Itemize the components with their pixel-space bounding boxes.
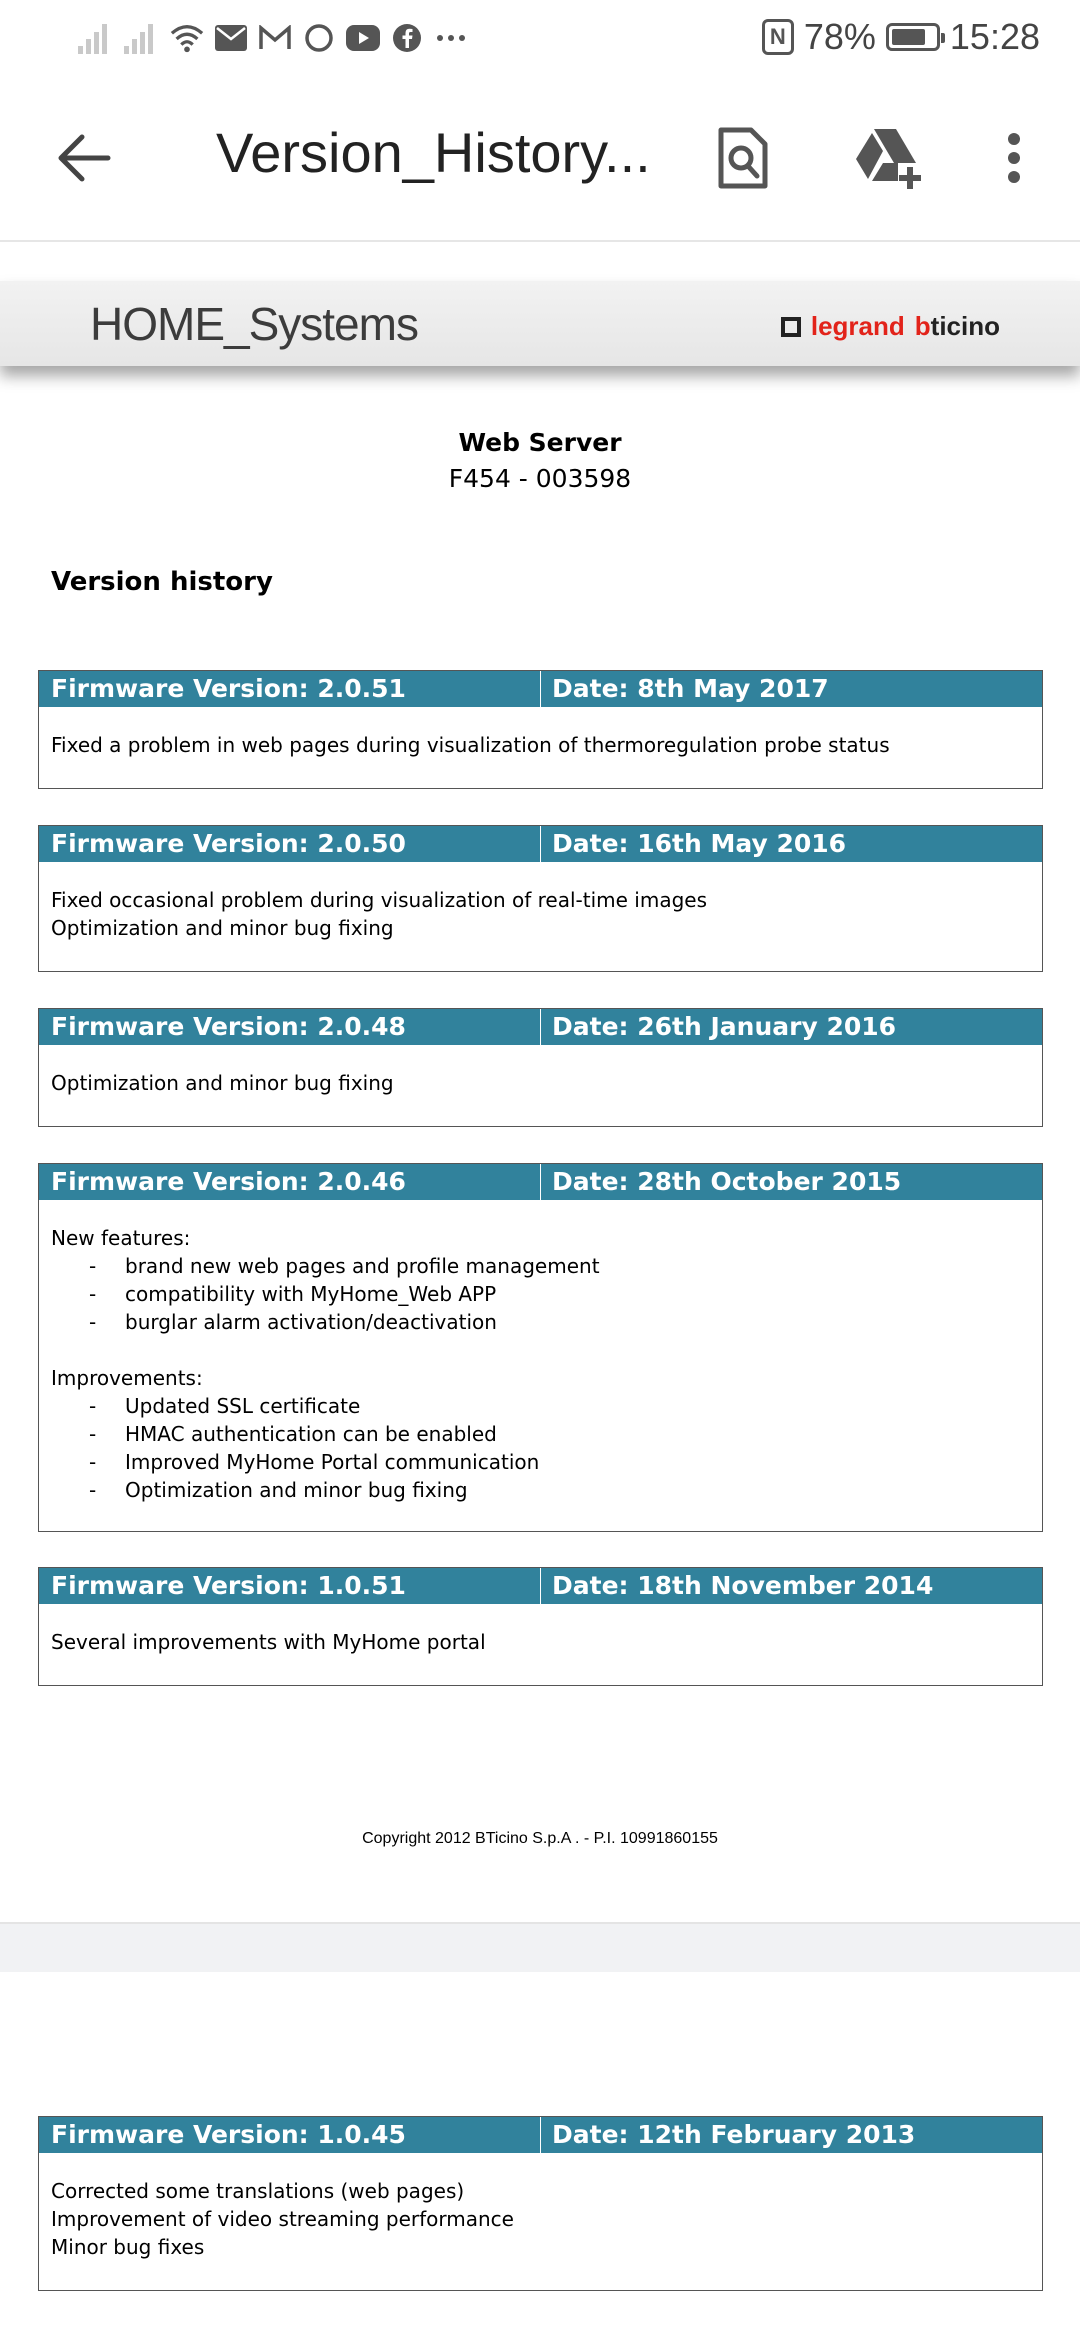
status-bar <box>0 0 1080 76</box>
add-to-drive-button[interactable] <box>848 118 928 198</box>
bullet-item <box>51 1448 1030 1476</box>
firmware-entry <box>38 2116 1043 2291</box>
legrand-bticino-logo <box>781 311 1000 342</box>
signal-icon <box>124 22 160 54</box>
bullet-item <box>51 1252 1030 1280</box>
battery-percent: 78% <box>803 16 876 57</box>
wifi-icon <box>170 21 204 55</box>
logo-legrand-text: legrand <box>810 311 905 341</box>
firmware-entry-header <box>39 1164 1042 1200</box>
firmware-entry <box>38 1008 1043 1127</box>
status-icons-right <box>762 14 1040 60</box>
firmware-entry <box>38 825 1043 972</box>
more-vert-icon <box>1007 132 1021 184</box>
firmware-date: Date: 12th February 2013 <box>552 2120 916 2149</box>
bullet-text: - burglar alarm activation/deactivation <box>125 1310 497 1334</box>
new-features-label: New features: <box>51 1226 191 1250</box>
note-line: Several improvements with MyHome portal <box>51 1630 486 1654</box>
firmware-entry <box>38 670 1043 789</box>
firmware-notes <box>39 2153 1042 2281</box>
logo-bticino-b: b <box>914 311 931 341</box>
firmware-version: Firmware Version: 1.0.51 <box>39 1568 541 1604</box>
firmware-entry <box>38 1163 1043 1532</box>
note-line: Improvement of video streaming performance <box>51 2207 514 2231</box>
firmware-version: Firmware Version: 2.0.50 <box>39 826 541 862</box>
logo-bticino-rest: ticino <box>930 311 1000 341</box>
note-line: Corrected some translations (web pages) <box>51 2179 465 2203</box>
document-title: Version_History... <box>216 121 651 184</box>
firmware-date: Date: 28th October 2015 <box>552 1167 902 1196</box>
firmware-date: Date: 26th January 2016 <box>552 1012 897 1041</box>
firmware-version: Firmware Version: 2.0.51 <box>39 671 541 707</box>
firmware-entry-header <box>39 671 1042 707</box>
page-separator <box>0 1922 1080 1972</box>
firmware-entry-header <box>39 826 1042 862</box>
doc-product-code: F454 - 003598 <box>448 464 632 493</box>
firmware-version: Firmware Version: 1.0.45 <box>39 2117 541 2153</box>
logo-bticino-text <box>915 311 1000 342</box>
firmware-date: Date: 8th May 2017 <box>552 674 829 703</box>
bullet-item <box>51 1308 1030 1336</box>
bullet-text: - HMAC authentication can be enabled <box>125 1422 497 1446</box>
section-heading: Version history <box>51 567 273 597</box>
firmware-notes <box>39 1604 1042 1676</box>
back-button[interactable] <box>44 118 124 198</box>
legrand-square-icon <box>781 317 801 337</box>
bullet-item <box>51 1420 1030 1448</box>
firmware-date: Date: 18th November 2014 <box>552 1571 934 1600</box>
bullet-text: - brand new web pages and profile management <box>125 1254 600 1278</box>
find-in-page-button[interactable] <box>703 118 783 198</box>
bullet-text: - compatibility with MyHome_Web APP <box>125 1282 497 1306</box>
more-options-button[interactable] <box>974 118 1054 198</box>
more-dots-icon <box>434 21 468 55</box>
note-line: Minor bug fixes <box>51 2235 205 2259</box>
document-header-banner <box>0 281 1080 366</box>
bullet-text: - Improved MyHome Portal communication <box>125 1450 540 1474</box>
firmware-notes <box>39 707 1042 779</box>
firmware-entry-header <box>39 1009 1042 1045</box>
firmware-notes <box>39 862 1042 962</box>
bullet-item <box>51 1392 1030 1420</box>
brand-name: HOME_Systems <box>90 298 418 350</box>
note-line: Optimization and minor bug fixing <box>51 1071 394 1095</box>
firmware-version: Firmware Version: 2.0.46 <box>39 1164 541 1200</box>
youtube-icon <box>346 21 380 55</box>
mail-icon <box>214 21 248 55</box>
battery-icon <box>886 23 940 51</box>
status-icons-left <box>78 18 468 58</box>
bullet-text: - Updated SSL certificate <box>125 1394 361 1418</box>
gmail-icon <box>258 21 292 55</box>
back-arrow-icon <box>56 133 112 183</box>
add-to-drive-icon <box>852 127 924 189</box>
circle-app-icon <box>302 21 336 55</box>
bullet-item <box>51 1280 1030 1308</box>
bullet-text: - Optimization and minor bug fixing <box>125 1478 468 1502</box>
firmware-entry-header <box>39 1568 1042 1604</box>
improvements-label: Improvements: <box>51 1366 203 1390</box>
copyright-footer: Copyright 2012 BTicino S.p.A . - P.I. 10991860155 <box>362 1830 718 1847</box>
clock: 15:28 <box>949 16 1040 57</box>
facebook-icon <box>390 21 424 55</box>
firmware-entry <box>38 1567 1043 1686</box>
firmware-entry-header <box>39 2117 1042 2153</box>
bullet-item <box>51 1476 1030 1504</box>
nfc-icon: N <box>762 19 794 55</box>
firmware-date: Date: 16th May 2016 <box>552 829 847 858</box>
signal-icon <box>78 22 114 54</box>
firmware-version: Firmware Version: 2.0.48 <box>39 1009 541 1045</box>
app-bar <box>0 76 1080 242</box>
firmware-notes <box>39 1045 1042 1117</box>
find-in-page-icon <box>717 126 769 190</box>
note-line: Optimization and minor bug fixing <box>51 916 394 940</box>
note-line: Fixed occasional problem during visualization of real-time images <box>51 888 708 912</box>
firmware-notes <box>39 1200 1042 1524</box>
note-line: Fixed a problem in web pages during visualization of thermoregulation probe status <box>51 733 890 757</box>
doc-heading: Web Server <box>458 428 622 457</box>
